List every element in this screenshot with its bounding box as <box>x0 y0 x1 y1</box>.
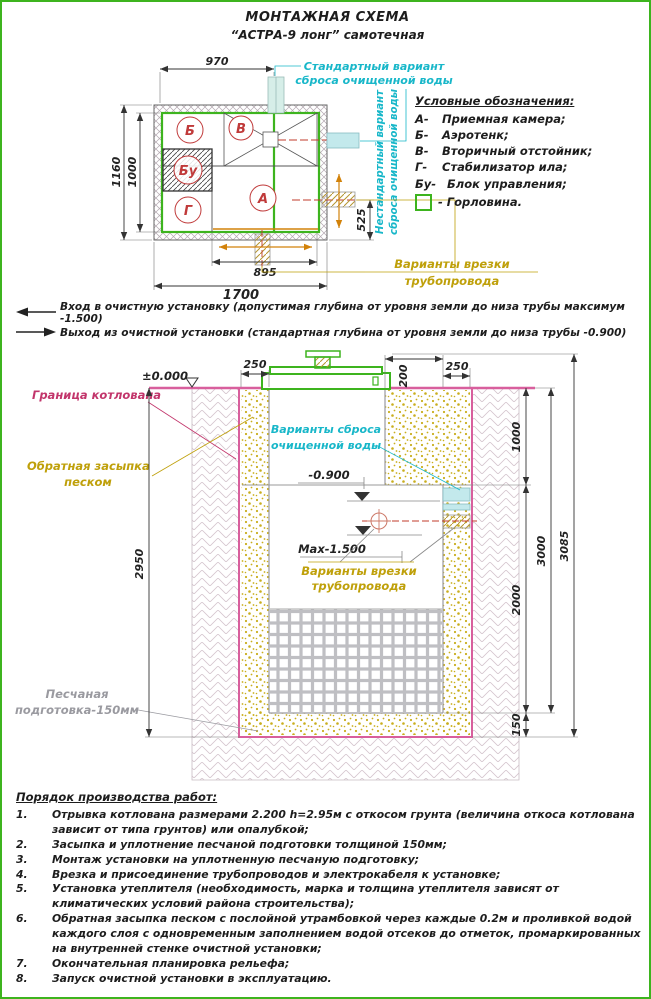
dim-1000: 1000 <box>510 421 523 453</box>
legend-item-a <box>415 113 647 126</box>
label-section-tap-1: Варианты врезки <box>301 564 417 578</box>
dim-200: 200 <box>397 364 410 388</box>
legend-label: Блок управления; <box>447 176 567 191</box>
dim-150: 150 <box>510 713 523 737</box>
note-outlet-text: Выход из очистной установки (стандартная глубина от уровня земли до низа трубы -0.900) <box>60 327 627 339</box>
chamber-b-label: Б <box>185 124 195 139</box>
work-order-item <box>16 808 644 838</box>
legend-item-bu <box>415 178 647 191</box>
dim-250-right: 250 <box>445 360 469 373</box>
item-text: Обратная засыпка песком с послойной утрамбовкой через каждые 0.2м и проливкой водой каждого слоя с одновременным заполнением водой отсеков до отметок, промаркированных на внутренней стенке очистной установки; <box>52 912 641 956</box>
tank-lid <box>262 351 390 389</box>
item-number: 8. <box>16 971 28 985</box>
vent-cap <box>306 351 340 357</box>
legend-key: В- <box>415 144 429 159</box>
work-order-item <box>16 838 644 853</box>
work-order-item <box>16 912 644 957</box>
notes <box>16 303 646 343</box>
label-discharge-1: Варианты сброса <box>270 423 382 436</box>
legend <box>415 94 647 214</box>
dim-895: 895 <box>253 266 277 279</box>
legend-label: - Горловина. <box>438 194 522 209</box>
item-text: Засыпка и уплотнение песчаной подготовки толщиной 150мм; <box>52 837 447 851</box>
pipe-right-standard <box>327 133 359 148</box>
tank-grid-body <box>270 609 442 712</box>
work-order-title: Порядок производства работ: <box>16 790 218 804</box>
label-section-tap-2: трубопровода <box>311 579 407 593</box>
work-order-item <box>16 882 644 912</box>
inlet-pipe-variant <box>443 515 470 528</box>
item-text: Врезка и присоединение трубопроводов и электрокабеля к установке; <box>52 867 501 881</box>
legend-item-v <box>415 145 647 158</box>
legend-key: Бу- <box>415 176 437 191</box>
neck-symbol-icon <box>415 194 432 211</box>
dim-2950: 2950 <box>133 548 146 580</box>
legend-item-neck <box>415 194 647 211</box>
level-outlet: -0.900 <box>308 468 350 482</box>
chamber-g-label: Г <box>183 204 193 219</box>
chamber-bu-label: Бу <box>178 164 198 179</box>
item-number: 7. <box>16 956 28 970</box>
label-standard-discharge-1: Стандартный вариант <box>303 60 445 73</box>
label-nonstandard-discharge-2: сброса очищенной воды <box>389 89 400 235</box>
vent-stem <box>315 357 330 368</box>
item-text: Монтаж установки на уплотненную песчаную подготовку; <box>52 852 420 866</box>
item-number: 3. <box>16 852 28 866</box>
legend-title: Условные обозначения: <box>415 94 575 108</box>
item-text: Установка утеплителя (необходимость, марка и толщина утеплителя зависят от климатических условий района строительства); <box>52 882 559 911</box>
cross-section-drawing <box>2 350 651 792</box>
title-block <box>2 10 651 42</box>
item-number: 6. <box>16 912 28 926</box>
legend-label: Стабилизатор ила; <box>442 160 568 175</box>
note-inlet-text: Вход в очистную установку (допустимая глубина от уровня земли до низа трубы максимум -1.500) <box>60 301 625 325</box>
item-number: 4. <box>16 867 28 881</box>
dim-525: 525 <box>355 208 368 232</box>
legend-key: Г- <box>415 160 428 175</box>
item-text: Запуск очистной установки в эксплуатацию. <box>52 971 332 985</box>
dim-3085: 3085 <box>558 530 571 562</box>
item-number: 2. <box>16 837 28 851</box>
label-standard-discharge-2: сброса очищенной воды <box>295 74 453 87</box>
label-sand-prep-2: подготовка-150мм <box>14 703 140 717</box>
label-backfill-1: Обратная засыпка <box>27 459 150 473</box>
work-order-item <box>16 972 644 987</box>
dim-1000: 1000 <box>126 156 139 188</box>
legend-key: А- <box>415 112 429 126</box>
pipe-bottom <box>255 234 270 265</box>
outlet-pipe-standard <box>443 488 470 501</box>
chamber-v-label: В <box>236 122 246 137</box>
dim-2000: 2000 <box>510 584 523 616</box>
legend-item-g <box>415 161 647 174</box>
arrow-left-icon <box>16 306 60 321</box>
work-order-item <box>16 957 644 972</box>
legend-label: Аэротенк; <box>442 128 509 143</box>
note-inlet <box>16 303 646 323</box>
dim-1160: 1160 <box>110 156 123 188</box>
label-pit-boundary: Граница котлована <box>32 388 162 402</box>
legend-label: Вторичный отстойник; <box>442 144 593 159</box>
item-text: Окончательная планировка рельефа; <box>52 956 290 970</box>
dim-970: 970 <box>205 55 229 68</box>
legend-item-b <box>415 129 647 142</box>
label-discharge-2: очищенной воды <box>270 439 382 452</box>
level-max: Max-1.500 <box>298 542 366 556</box>
label-sand-prep-1: Песчаная <box>45 687 109 701</box>
arrow-right-icon <box>16 326 60 341</box>
work-order-item <box>16 868 644 883</box>
work-order <box>16 790 644 987</box>
label-nonstandard-discharge-1: Нестандартный вариант <box>375 89 386 235</box>
page-title: МОНТАЖНАЯ СХЕМА <box>245 10 410 25</box>
label-backfill-2: песком <box>64 475 112 489</box>
label-plan-tap-2: трубопровода <box>404 274 500 288</box>
work-order-item <box>16 853 644 868</box>
legend-key: Б- <box>415 128 429 143</box>
level-zero: ±0.000 <box>142 369 189 383</box>
item-text: Отрывка котлована размерами 2.200 h=2.95м с откосом грунта (величина откоса котлована зависит от типа грунтов) или опалубкой; <box>52 808 635 836</box>
label-plan-tap-1: Варианты врезки <box>394 257 510 271</box>
dim-250-left: 250 <box>243 358 267 371</box>
page-subtitle: “АСТРА-9 лонг” самотечная <box>230 28 425 42</box>
note-outlet <box>16 323 646 343</box>
dim-3000: 3000 <box>535 535 548 567</box>
dim-1700: 1700 <box>222 288 260 302</box>
item-number: 1. <box>16 808 28 821</box>
chamber-a-label: А <box>257 192 269 207</box>
legend-label: Приемная камера; <box>442 112 566 126</box>
item-number: 5. <box>16 882 28 896</box>
